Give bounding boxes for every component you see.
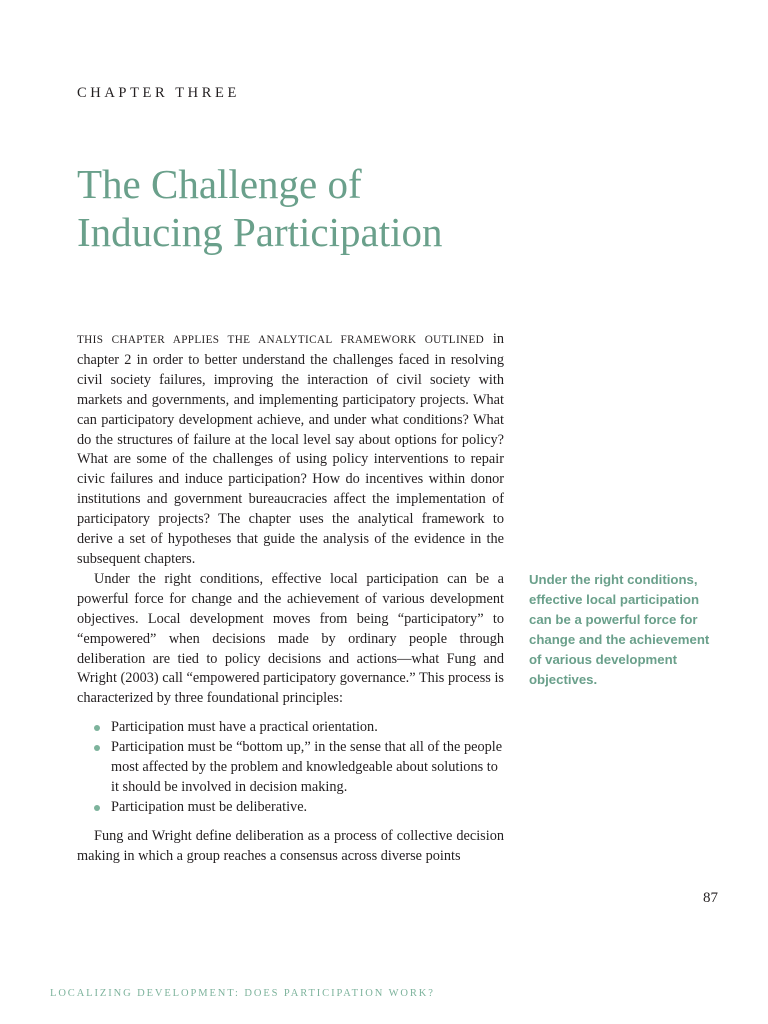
list-item-text: Participation must have a practical orientation. <box>111 719 378 736</box>
chapter-title <box>77 160 597 256</box>
bullet-icon <box>94 805 100 811</box>
pull-quote: Under the right conditions, effective local participation can be a powerful force for change and the achievement of various development objectives. <box>529 572 710 687</box>
running-footer: LOCALIZING DEVELOPMENT: DOES PARTICIPATION WORK? <box>50 988 435 999</box>
list-item-text: Participation must be deliberative. <box>111 798 308 815</box>
list-item-text: Participation must be “bottom up,” in the sense that all of the people most affected by the problem and knowledgeable about solutions to it should be involved in decision making. <box>111 739 503 795</box>
chapter-title-line2: Inducing Participation <box>77 209 443 255</box>
body-text <box>77 330 504 867</box>
principles-list <box>77 718 504 818</box>
page-number: 87 <box>703 890 718 906</box>
paragraph-1-text: in chapter 2 in order to better understand the challenges faced in resolving civil society failures, improving the interaction of civil society with markets and governments, and implementing participatory projects. What can participatory development achieve, and under what conditions? What do the structures of failure at the local level say about options for policy? What are some of the challenges of using policy interventions to repair civic failures and induce participation? How do incentives within donor institutions and government bureaucracies affect the implementation of participatory projects? The chapter uses the analytical framework to derive a set of hypotheses that guide the analysis of the evidence in the subsequent chapters. <box>77 331 504 567</box>
list-item <box>77 798 504 818</box>
list-item <box>77 718 504 738</box>
paragraph-1 <box>77 330 504 570</box>
list-item <box>77 738 504 798</box>
chapter-title-line1: The Challenge of <box>77 161 362 207</box>
paragraph-1-lead-caps: THIS CHAPTER APPLIES THE ANALYTICAL FRAMEWORK OUTLINED <box>77 334 485 346</box>
paragraph-3: Fung and Wright define deliberation as a process of collective decision making in which a group reaches a consensus across diverse points <box>77 827 504 864</box>
bullet-icon <box>94 725 100 731</box>
bullet-icon <box>94 745 100 751</box>
chapter-label: CHAPTER THREE <box>77 85 240 101</box>
paragraph-2: Under the right conditions, effective local participation can be a powerful force for change and the achievement of various development objectives. Local development moves from being “participatory” to “empowered” when decisions made by ordinary people through deliberation are tied to policy decisions and actions—what Fung and Wright (2003) call “empowered participatory governance.” This process is characterized by three foundational principles: <box>77 570 504 707</box>
